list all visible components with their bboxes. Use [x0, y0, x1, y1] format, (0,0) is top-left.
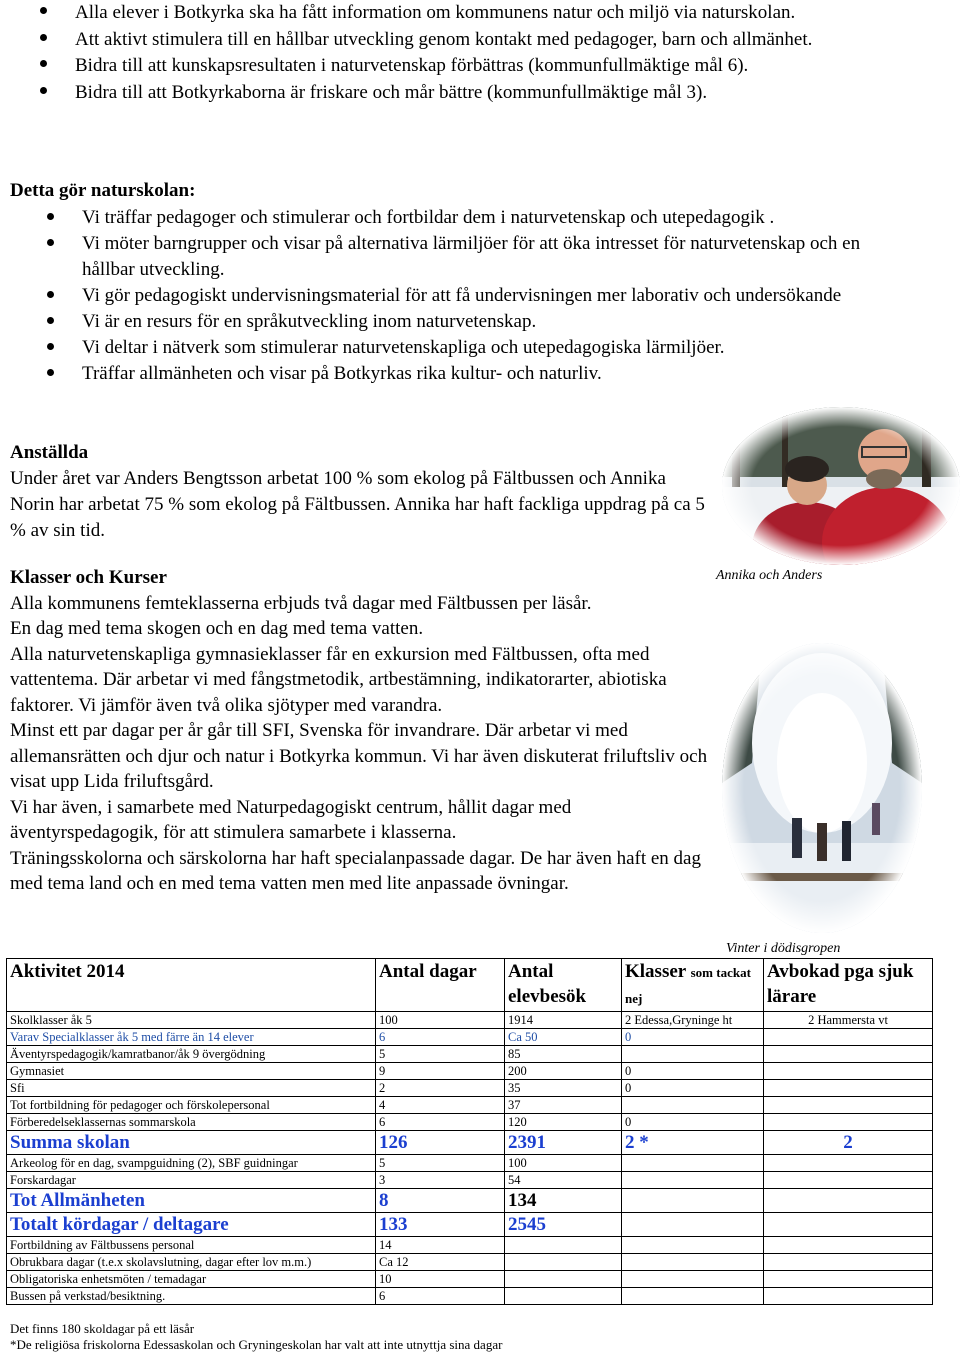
table-cell — [764, 1189, 933, 1213]
table-cell — [622, 1097, 764, 1114]
table-cell — [764, 1063, 933, 1080]
table-cell: 6 — [376, 1029, 505, 1046]
table-cell: 8 — [376, 1189, 505, 1213]
table-cell — [622, 1288, 764, 1305]
klasser-section — [10, 565, 720, 897]
table-cell — [622, 1155, 764, 1172]
naturskolan-item: Vi gör pedagogiskt undervisningsmaterial för att få undervisningen mer laborativ och undersökande — [0, 283, 880, 309]
table-cell: 2545 — [505, 1213, 622, 1237]
table-cell: 133 — [376, 1213, 505, 1237]
table-cell: 0 — [622, 1063, 764, 1080]
table-cell — [764, 1288, 933, 1305]
table-cell — [764, 1271, 933, 1288]
table-cell: Gymnasiet — [7, 1063, 376, 1080]
table-cell: Obligatoriska enhetsmöten / temadagar — [7, 1271, 376, 1288]
photo-caption: Annika och Anders — [716, 568, 823, 583]
table-cell: 2 Hammersta vt — [764, 1012, 933, 1029]
table-row-totalt — [7, 1213, 933, 1237]
table-cell — [764, 1172, 933, 1189]
table-cell — [764, 1097, 933, 1114]
table-cell — [622, 1046, 764, 1063]
klasser-paragraph: Alla naturvetenskapliga gymnasieklasser får en exkursion med Fältbussen, ofta med vattentema. Där arbetar vi med fångstmetodik, artbestämning, indikatorarter, abiotiska faktorer. Vi jämför även två olika sjötyper med varandra. — [10, 643, 667, 716]
table-cell: 0 — [622, 1114, 764, 1131]
table-row — [7, 1046, 933, 1063]
table-cell — [764, 1029, 933, 1046]
goal-item: Alla elever i Botkyrka ska ha fått information om kommunens natur och miljö via naturskolan. — [0, 0, 880, 26]
table-cell: 2391 — [505, 1131, 622, 1155]
table-cell — [622, 1213, 764, 1237]
table-cell — [764, 1080, 933, 1097]
table-cell — [622, 1189, 764, 1213]
table-cell: Förberedelseklassernas sommarskola — [7, 1114, 376, 1131]
table-cell — [505, 1237, 622, 1254]
table-header: Avbokad pga sjuk lärare — [764, 959, 933, 1012]
goal-item: Bidra till att Botkyrkaborna är friskare och mår bättre (kommunfullmäktige mål 3). — [0, 80, 880, 106]
klasser-paragraph: Träningsskolorna och särskolorna har haft specialanpassade dagar. De har även haft en dag med tema land och en med tema vatten men med lite anpassade övningar. — [10, 847, 701, 894]
table-cell — [764, 1046, 933, 1063]
table-row — [7, 1237, 933, 1254]
footnote: *De religiösa friskolorna Edessaskolan och Gryningeskolan har valt att inte utnyttja sina dagar — [10, 1337, 503, 1352]
naturskolan-item: Vi är en resurs för en språkutveckling inom naturvetenskap. — [0, 309, 880, 335]
klasser-heading: Klasser och Kurser — [10, 567, 167, 588]
table-cell: Ca 12 — [376, 1254, 505, 1271]
table-row — [7, 1029, 933, 1046]
table-cell: 5 — [376, 1155, 505, 1172]
table-row-tot-allmanheten — [7, 1189, 933, 1213]
table-cell: 126 — [376, 1131, 505, 1155]
table-cell: 1914 — [505, 1012, 622, 1029]
table-cell: 10 — [376, 1271, 505, 1288]
table-cell: 14 — [376, 1237, 505, 1254]
table-cell: Fortbildning av Fältbussens personal — [7, 1237, 376, 1254]
goal-item: Bidra till att kunskapsresultaten i naturvetenskap förbättras (kommunfullmäktige mål 6). — [0, 53, 880, 79]
table-cell: 37 — [505, 1097, 622, 1114]
anstallda-section — [10, 440, 710, 544]
table-cell — [764, 1114, 933, 1131]
goal-item: Att aktivt stimulera till en hållbar utveckling genom kontakt med pedagoger, barn och allmänhet. — [0, 27, 880, 53]
goals-list — [0, 0, 880, 105]
table-cell: 2 — [764, 1131, 933, 1155]
table-cell — [764, 1237, 933, 1254]
table-cell: Tot Allmänheten — [7, 1189, 376, 1213]
table-row — [7, 1288, 933, 1305]
table-cell: 2 * — [622, 1131, 764, 1155]
table-cell: 9 — [376, 1063, 505, 1080]
table-cell: 120 — [505, 1114, 622, 1131]
table-cell: Bussen på verkstad/besiktning. — [7, 1288, 376, 1305]
klasser-paragraph: Vi har även, i samarbete med Naturpedagogiskt centrum, hållit dagar med äventyrspedagogik, för att stimulera samarbete i klasserna. — [10, 796, 572, 843]
table-cell: 6 — [376, 1114, 505, 1131]
table-cell: 35 — [505, 1080, 622, 1097]
klasser-paragraph: En dag med tema skogen och en dag med tema vatten. — [10, 618, 424, 639]
table-cell: 0 — [622, 1029, 764, 1046]
table-cell — [505, 1288, 622, 1305]
table-cell: 85 — [505, 1046, 622, 1063]
footnote: Det finns 180 skoldagar på ett läsår — [10, 1321, 195, 1336]
naturskolan-list — [0, 205, 880, 387]
table-row-summa-skolan — [7, 1131, 933, 1155]
table-cell — [505, 1271, 622, 1288]
table-cell: 2 Edessa,Gryninge ht — [622, 1012, 764, 1029]
table-cell: Tot fortbildning för pedagoger och förskolepersonal — [7, 1097, 376, 1114]
table-cell: 134 — [505, 1189, 622, 1213]
table-header-klasser: Klasser — [625, 961, 686, 982]
anstallda-text: Under året var Anders Bengtsson arbetat 100 % som ekolog på Fältbussen och Annika Norin har arbetat 75 % som ekolog på Fältbussen. Annika har haft fackliga uppdrag på ca 5 % av sin tid. — [10, 468, 705, 541]
table-row — [7, 1155, 933, 1172]
photo-caption: Vinter i dödisgropen — [726, 941, 841, 956]
anstallda-heading: Anställda — [10, 442, 89, 463]
table-cell: Äventyrspedagogik/kamratbanor/åk 9 övergödning — [7, 1046, 376, 1063]
activity-table — [6, 958, 933, 1305]
table-cell: 54 — [505, 1172, 622, 1189]
table-cell — [622, 1271, 764, 1288]
table-header — [622, 959, 764, 1012]
table-cell — [622, 1237, 764, 1254]
klasser-paragraph: Alla kommunens femteklasserna erbjuds två dagar med Fältbussen per läsår. — [10, 592, 592, 614]
table-row — [7, 1097, 933, 1114]
table-header: Aktivitet 2014 — [7, 959, 376, 1012]
table-cell: Varav Specialklasser åk 5 med färre än 14 elever — [7, 1029, 376, 1046]
table-cell: Arkeolog för en dag, svampguidning (2), SBF guidningar — [7, 1155, 376, 1172]
table-cell: Forskardagar — [7, 1172, 376, 1189]
table-cell: Totalt kördagar / deltagare — [7, 1213, 376, 1237]
table-row — [7, 1254, 933, 1271]
table-cell — [764, 1213, 933, 1237]
table-cell: Sfi — [7, 1080, 376, 1097]
table-header-row — [7, 959, 933, 1012]
klasser-paragraph: Minst ett par dagar per år går till SFI, Svenska för invandrare. Där arbetar vi med allemansrätten och djur och natur i Botkyrka kommun. Vi har även diskuterat friluftsliv och visat upp Lida friluftsgård. — [10, 720, 708, 792]
table-row — [7, 1080, 933, 1097]
table-cell: Ca 50 — [505, 1029, 622, 1046]
naturskolan-item: Träffar allmänheten och visar på Botkyrkas rika kultur- och naturliv. — [0, 361, 880, 387]
table-cell — [764, 1254, 933, 1271]
table-cell: Obrukbara dagar (t.e.x skolavslutning, dagar efter lov m.m.) — [7, 1254, 376, 1271]
table-cell: 100 — [505, 1155, 622, 1172]
table-cell — [622, 1172, 764, 1189]
naturskolan-item: Vi deltar i nätverk som stimulerar naturvetenskapliga och utepedagogiska lärmiljöer. — [0, 335, 880, 361]
table-header: Antal dagar — [376, 959, 505, 1012]
table-cell: 2 — [376, 1080, 505, 1097]
naturskolan-item: Vi möter barngrupper och visar på alternativa lärmiljöer för att öka intresset för naturvetenskap och en hållbar utveckling. — [0, 231, 880, 283]
table-cell: 3 — [376, 1172, 505, 1189]
table-cell: Skolklasser åk 5 — [7, 1012, 376, 1029]
table-cell: Summa skolan — [7, 1131, 376, 1155]
table-cell — [764, 1155, 933, 1172]
table-cell: 200 — [505, 1063, 622, 1080]
photo-annika-anders — [722, 407, 960, 565]
photo-winter-dodisgrop — [722, 643, 922, 933]
table-row — [7, 1063, 933, 1080]
naturskolan-heading: Detta gör naturskolan: — [10, 180, 196, 201]
table-cell: 0 — [622, 1080, 764, 1097]
table-header-klasser-sub: som tackat nej — [625, 965, 751, 1006]
table-cell — [622, 1254, 764, 1271]
table-row — [7, 1012, 933, 1029]
table-row — [7, 1172, 933, 1189]
naturskolan-item: Vi träffar pedagoger och stimulerar och fortbildar dem i naturvetenskap och utepedagogik . — [0, 205, 880, 231]
table-cell: 5 — [376, 1046, 505, 1063]
table-row — [7, 1114, 933, 1131]
table-row — [7, 1271, 933, 1288]
table-cell — [505, 1254, 622, 1271]
table-cell: 4 — [376, 1097, 505, 1114]
table-header: Antal elevbesök — [505, 959, 622, 1012]
table-cell: 100 — [376, 1012, 505, 1029]
table-cell: 6 — [376, 1288, 505, 1305]
